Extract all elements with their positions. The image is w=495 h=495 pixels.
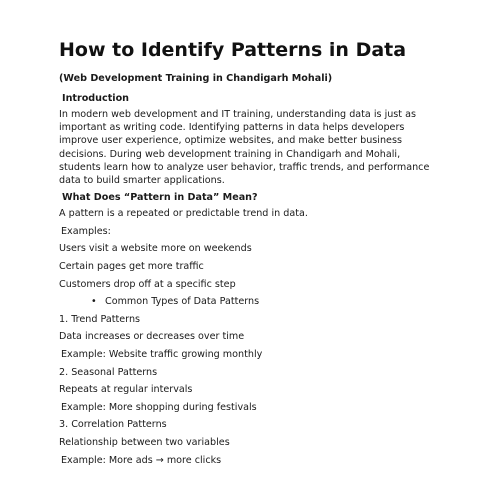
page-subtitle: (Web Development Training in Chandigarh Mohali) xyxy=(59,73,333,84)
examples-label: Examples: xyxy=(61,225,111,237)
seasonal-example: Example: More shopping during festivals xyxy=(61,401,257,413)
subheading-seasonal-patterns: 2. Seasonal Patterns xyxy=(59,366,158,378)
bullet-icon: • xyxy=(91,296,97,308)
subheading-correlation-patterns: 3. Correlation Patterns xyxy=(59,419,167,431)
correlation-description: Relationship between two variables xyxy=(59,436,230,448)
document-body xyxy=(59,38,444,471)
page-title: How to Identify Patterns in Data xyxy=(59,39,407,61)
example-item: Certain pages get more traffic xyxy=(59,261,204,272)
section-heading-introduction: Introduction xyxy=(62,93,129,104)
list-item-common-types xyxy=(59,295,444,308)
example-item: Customers drop off at a specific step xyxy=(59,278,236,290)
definition-text: A pattern is a repeated or predictable trend in data. xyxy=(59,208,308,220)
example-item: Users visit a website more on weekends xyxy=(59,243,252,255)
section-heading-what-is-pattern: What Does “Pattern in Data” Mean? xyxy=(62,192,258,204)
bullet-text: Common Types of Data Patterns xyxy=(105,296,260,308)
seasonal-description: Repeats at regular intervals xyxy=(59,384,193,396)
intro-paragraph: In modern web development and IT training, understanding data is just as important as writing code. Identifying patterns in data helps developers improve user experience, optimize websites, and make better business decisions. During web development training in Chandigarh and Mohali, students learn how to analyze user behavior, traffic trends, and performance data to build smarter applications. xyxy=(59,109,430,187)
subheading-trend-patterns: 1. Trend Patterns xyxy=(59,313,141,325)
trend-description: Data increases or decreases over time xyxy=(59,331,245,343)
trend-example: Example: Website traffic growing monthly xyxy=(61,348,263,360)
correlation-example: Example: More ads → more clicks xyxy=(61,454,222,466)
